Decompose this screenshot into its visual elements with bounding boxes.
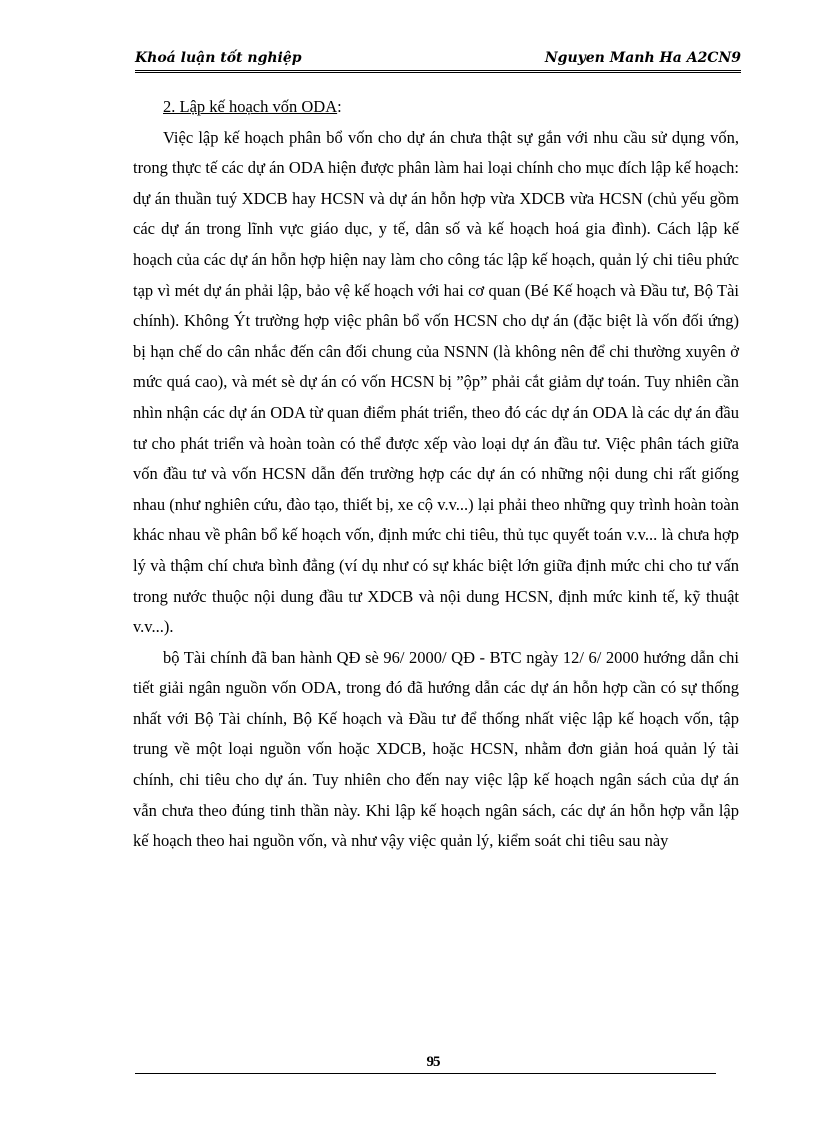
header-author: Nguyen Manh Ha A2CN9 (544, 50, 741, 66)
page-number-text: 95 (426, 1054, 440, 1070)
header-divider (135, 70, 741, 73)
page-header (135, 50, 741, 70)
page-number (0, 1054, 816, 1071)
section-heading-colon: : (337, 97, 342, 116)
header-thesis-title: Khoá luận tốt nghiệp (135, 50, 302, 66)
section-heading-text: 2. Lập kế hoạch vốn ODA (163, 97, 338, 116)
paragraph-2: bộ Tài chính đã ban hành QĐ sè 96/ 2000/ QĐ - BTC ngày 12/ 6/ 2000 hướng dẫn chi tiết giải ngân nguồn vốn ODA, trong đó đã hướng dẫn các dự án hỗn hợp cần có sự thống nhất với Bộ Tài chính, Bộ Kế hoạch và Đầu tư để thống nhất việc lập kế hoạch vốn, tập trung về một loại nguồn vốn hoặc XDCB, hoặc HCSN, nhằm đơn giản hoá quản lý tài chính, chi tiêu cho dự án. Tuy nhiên cho đến nay việc lập kế hoạch ngân sách của dự án vẫn chưa theo đúng tinh thần này. Khi lập kế hoạch ngân sách, các dự án hỗn hợp vẫn lập kế hoạch theo hai nguồn vốn, và như vậy việc quản lý, kiểm soát chi tiêu sau này (133, 647, 739, 851)
footer-divider (135, 1073, 716, 1074)
paragraph-1: Việc lập kế hoạch phân bổ vốn cho dự án chưa thật sự gắn với nhu cầu sử dụng vốn, trong thực tế các dự án ODA hiện được phân làm hai loại chính cho mục đích lập kế hoạch: dự án thuần tuý XDCB hay HCSN và dự án hỗn hợp vừa XDCB vừa HCSN (chủ yếu gồm các dự án trong lĩnh vực giáo dục, y tế, dân số và kế hoạch hoá gia đình). Cách lập kế hoạch của các dự án hỗn hợp hiện nay làm cho công tác lập kế hoạch, quản lý chi tiêu phức tạp vì mét dự án phải lập, bảo vệ kế hoạch với hai cơ quan (Bé Kế hoạch và Đầu tư, Bộ Tài chính). Không Ýt trường hợp việc phân bổ vốn HCSN cho dự án (đặc biệt là vốn đối ứng) bị hạn chế do cân nhắc đến cân đối chung của NSNN (là không nên để chi thường xuyên ở mức quá cao), và mét sè dự án có vốn HCSN bị ”ộp” phải cắt giảm dự toán. Tuy nhiên cần nhìn nhận các dự án ODA từ quan điểm phát triển, theo đó các dự án ODA là các dự án đầu tư cho phát triển và hoàn toàn có thể được xếp vào loại dự án đầu tư. Việc phân tách giữa vốn đầu tư và vốn HCSN dẫn đến trường hợp các dự án có những nội dung chi rất giống nhau (như nghiên cứu, đào tạo, thiết bị, xe cộ v.v...) lại phải theo những quy trình hoàn toàn khác nhau về phân bổ kế hoạch vốn, định mức chi tiêu, thủ tục quyết toán v.v... là chưa hợp lý và thậm chí chưa bình đẳng (ví dụ như có sự khác biệt lớn giữa định mức chi cho tư vấn trong nước thuộc nội dung đầu tư XDCB và nội dung HCSN, định mức kinh tế, kỹ thuật v.v...). (133, 127, 739, 637)
body-text (133, 92, 739, 857)
section-heading (133, 92, 739, 123)
